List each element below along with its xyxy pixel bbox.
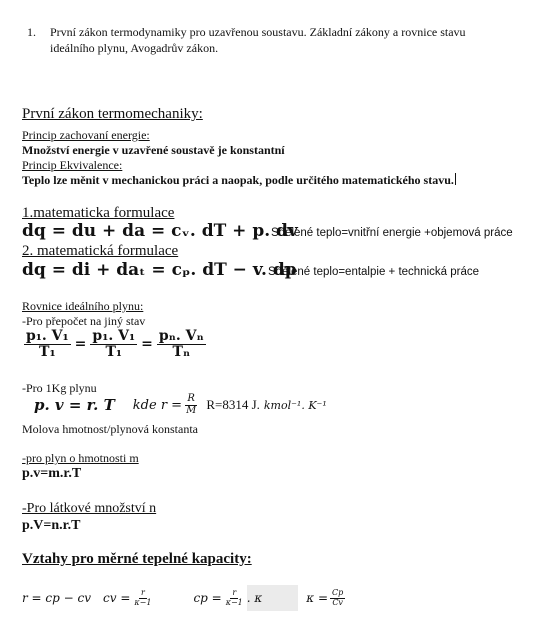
fraction-state-n — [157, 329, 206, 359]
ideal-gas-title: Rovnice ideálního plynu: — [22, 299, 144, 313]
formulation-1-note: Sdělené teplo=vnitřní energie +objemová práce — [271, 227, 513, 239]
fraction-state-1-denominator: T₁ — [39, 343, 56, 360]
cp-fraction-denominator: κ−1 — [225, 597, 243, 607]
kappa-fraction — [330, 589, 345, 607]
cp-fraction — [224, 589, 245, 607]
fraction-state-n-numerator: pₙ. Vₙ — [158, 328, 204, 344]
cv-fraction-denominator: κ−1 — [134, 597, 152, 607]
heat-capacity-title: Vztahy pro měrné tepelné kapacity: — [22, 551, 252, 567]
amount-equation: p.V=n.r.T — [22, 518, 81, 533]
equals-sign: = — [74, 336, 87, 353]
one-kg-label: -Pro 1Kg plynu — [22, 381, 97, 395]
fraction-state-2-numerator: p₁. V₁ — [92, 328, 136, 344]
cv-fraction — [132, 589, 153, 607]
principle-equivalence-statement — [22, 173, 456, 188]
one-kg-equation: p. v = r. T — [34, 396, 115, 414]
r-value: R=8314 J. — [206, 397, 260, 412]
fraction-state-n-denominator: Tₙ — [172, 343, 191, 360]
r-fraction-denominator: M — [186, 404, 197, 416]
formulation-2-label: 2. matematická formulace — [22, 243, 179, 259]
heading-number: 1. — [27, 25, 36, 39]
heat-capacity-equations — [22, 585, 347, 611]
formulation-1-equation: dq = du + da = cᵥ. dT + p. dv — [22, 221, 298, 241]
cp-tail: . κ — [247, 585, 299, 611]
principle-equivalence-text: Teplo lze měnit v mechanickou práci a naopak, podle určitého matematického stavu. — [22, 173, 454, 187]
kappa-fraction-denominator: Cv — [332, 597, 343, 607]
fraction-state-2 — [90, 329, 137, 359]
cv-lhs: cv = — [103, 591, 131, 605]
kappa-fraction-numerator: Cp — [332, 588, 344, 598]
r-fraction — [184, 394, 198, 416]
principle-energy-label: Princip zachovaní energie: — [22, 128, 150, 142]
principle-equivalence-label: Princip Ekvivalence: — [22, 158, 123, 172]
formulation-2-equation: dq = di + daₜ = cₚ. dT − v. dp — [22, 260, 297, 280]
heading-line-2: ideálního plynu, Avogadrův zákon. — [50, 41, 219, 55]
cp-fraction-numerator: r — [232, 588, 237, 598]
cv-fraction-numerator: r — [141, 588, 145, 598]
fraction-state-1-numerator: p₁. V₁ — [26, 328, 69, 344]
fraction-state-2-denominator: T₁ — [105, 343, 123, 360]
r-fraction-numerator: R — [187, 393, 195, 404]
kde-text: kde r = — [132, 397, 183, 413]
text-cursor — [455, 173, 456, 185]
r-cp-cv-equation: r = cp − cv — [22, 591, 92, 605]
first-law-title: První zákon termomechaniky: — [22, 106, 203, 122]
equals-sign: = — [141, 336, 153, 353]
mass-equation: p.v=m.r.T — [22, 466, 82, 481]
r-unit: kmol⁻¹. K⁻¹ — [263, 398, 327, 412]
state-equation — [22, 329, 208, 359]
molar-note: Molova hmotnost/plynová konstanta — [22, 422, 198, 436]
amount-label: -Pro látkové množství n — [22, 501, 157, 516]
formulation-1-label: 1.matematicka formulace — [22, 205, 175, 221]
fraction-state-1 — [24, 329, 71, 359]
formulation-2-note: Sdělené teplo=entalpie + technická práce — [268, 266, 479, 278]
mass-label: -pro plyn o hmotnosti m — [22, 451, 139, 465]
cp-lhs: cp = — [193, 591, 222, 605]
recalc-label: -Pro přepočet na jiný stav — [22, 314, 146, 328]
principle-energy-statement: Množství energie v uzavřené soustavě je konstantní — [22, 143, 285, 157]
heading-line-1: První zákon termodynamiky pro uzavřenou soustavu. Základní zákony a rovnice stavu — [50, 25, 466, 39]
kappa-lhs: κ = — [306, 591, 329, 605]
one-kg-equation-row — [34, 394, 327, 416]
